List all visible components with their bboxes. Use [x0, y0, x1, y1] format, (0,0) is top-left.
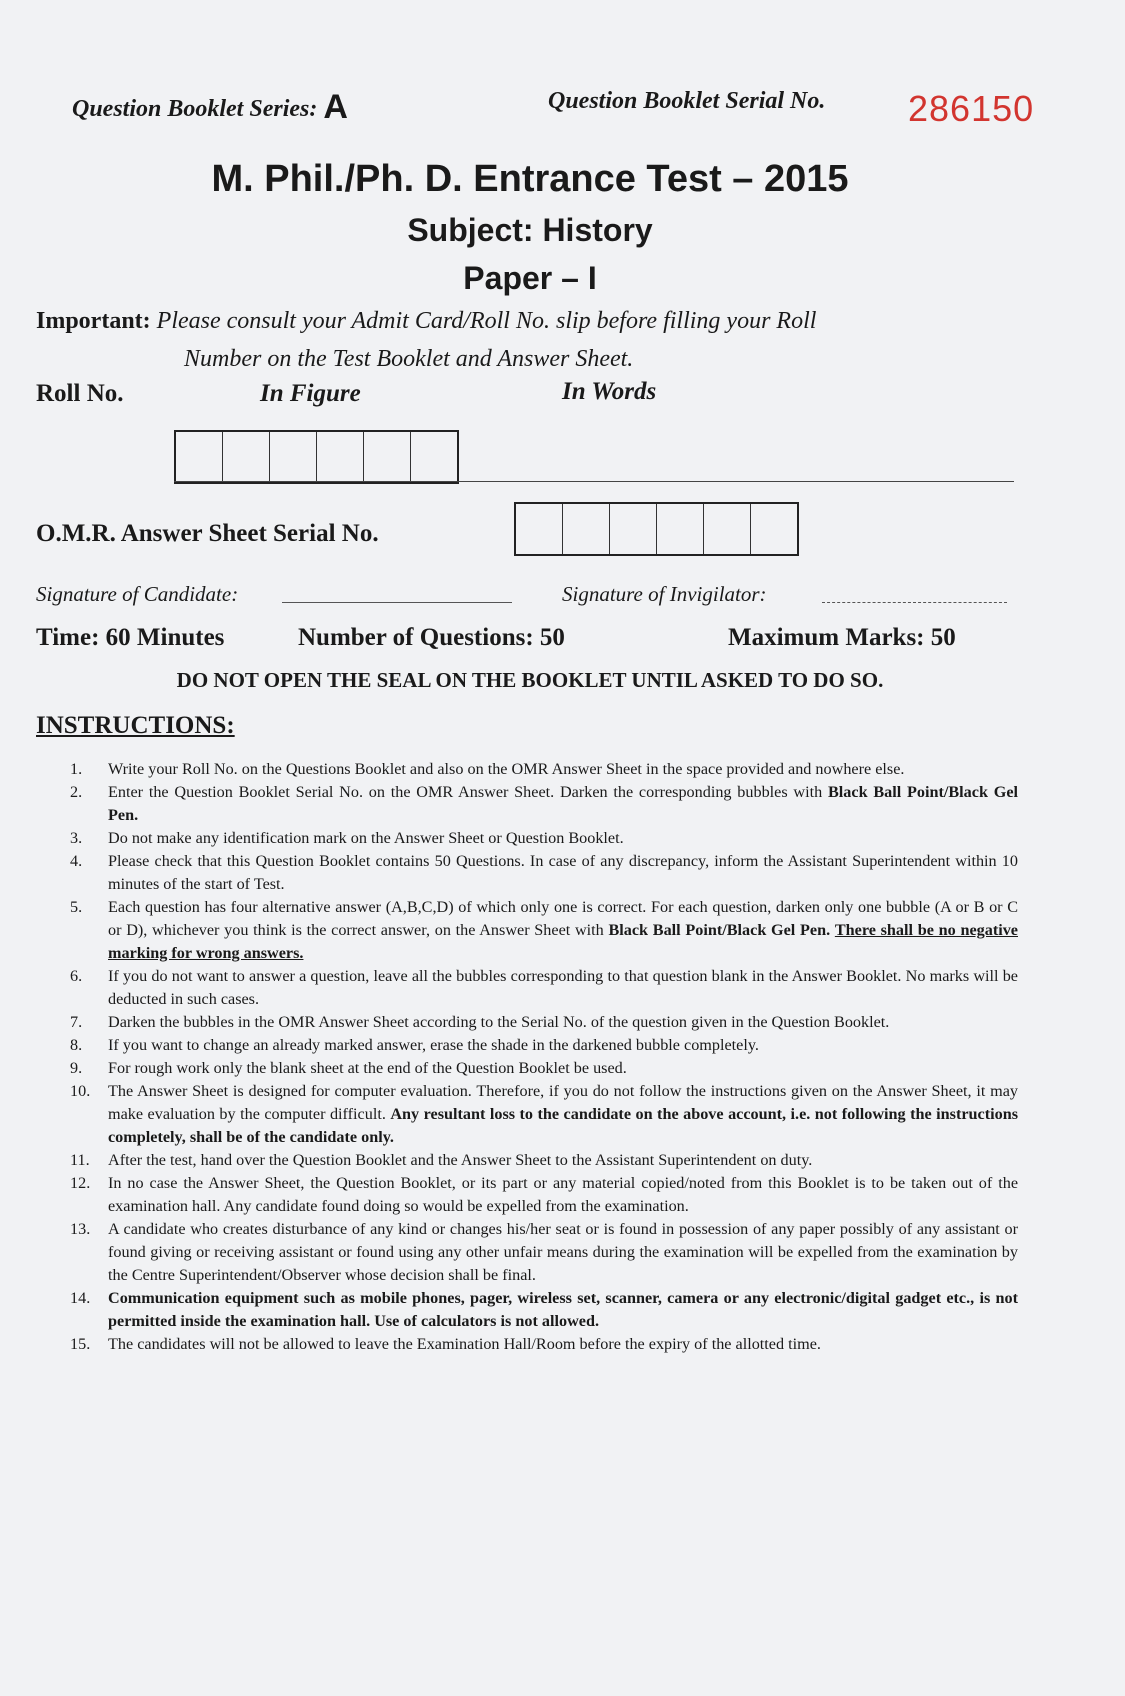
omr-digit-box[interactable]: [657, 504, 704, 554]
booklet-series: [72, 86, 348, 125]
instruction-item: 7. Darken the bubbles in the OMR Answer Sheet according to the Serial No. of the question given in the Question Booklet.: [70, 1013, 890, 1031]
important-label: Important:: [36, 308, 151, 334]
booklet-series-label: Question Booklet Series:: [72, 96, 318, 122]
instruction-item: 4. Please check that this Question Booklet contains 50 Questions. In case of any discrepancy, inform the Assistant Superintendent within 10 minutes of the start of Test.: [70, 852, 1018, 893]
instruction-item: 5. Each question has four alternative answer (A,B,C,D) of which only one is correct. For each question, darken only one bubble (A or B or C or D), whichever you think is the correct answer, on the Answer Sheet with Black Ball Point/Black Gel Pen. There shall be no negative marking for wrong answers.: [70, 898, 1018, 962]
omr-serial-label: O.M.R. Answer Sheet Serial No.: [36, 520, 379, 547]
instructions-heading: INSTRUCTIONS:: [36, 712, 235, 739]
instruction-item: 9. For rough work only the blank sheet at the end of the Question Booklet be used.: [70, 1059, 627, 1077]
instruction-item: 13. A candidate who creates disturbance of any kind or changes his/her seat or is found in possession of any paper possibly of any assistant or found giving or receiving assistant or found using any other unfair means during the examination will be expelled from the examination by the Centre Superintendent/Observer whose decision shall be final.: [70, 1220, 1018, 1284]
subject-title: Subject: History: [407, 212, 653, 248]
seal-warning: DO NOT OPEN THE SEAL ON THE BOOKLET UNTIL ASKED TO DO SO.: [176, 668, 884, 692]
roll-digit-box[interactable]: [364, 432, 411, 482]
instruction-item: 1. Write your Roll No. on the Questions Booklet and also on the OMR Answer Sheet in the space provided and nowhere else.: [70, 760, 905, 778]
omr-serial-boxes[interactable]: [514, 502, 799, 556]
instruction-item: 14. Communication equipment such as mobile phones, pager, wireless set, scanner, camera or any electronic/digital gadget etc., is not permitted inside the examination hall. Use of calculators is not allowed.: [70, 1289, 1018, 1330]
instruction-item: 3. Do not make any identification mark on the Answer Sheet or Question Booklet.: [70, 829, 624, 847]
omr-digit-box[interactable]: [704, 504, 751, 554]
omr-digit-box[interactable]: [516, 504, 563, 554]
maximum-marks: Maximum Marks: 50: [728, 624, 956, 651]
instruction-item: 8. If you want to change an already marked answer, erase the shade in the darkened bubble completely.: [70, 1036, 759, 1054]
roll-in-words-label: In Words: [562, 378, 657, 405]
important-note: [36, 302, 1026, 378]
booklet-serial-label: Question Booklet Serial No.: [548, 88, 826, 114]
omr-digit-box[interactable]: [751, 504, 797, 554]
paper-title: Paper – I: [463, 260, 597, 296]
candidate-signature-line[interactable]: [282, 602, 512, 603]
instruction-item: 2. Enter the Question Booklet Serial No. on the OMR Answer Sheet. Darken the corresponding bubbles with Black Ball Point/Black Gel Pen.: [70, 783, 1019, 824]
roll-in-figure-label: In Figure: [260, 380, 361, 407]
invigilator-signature-label: Signature of Invigilator:: [562, 582, 767, 606]
question-count: Number of Questions: 50: [298, 624, 565, 651]
omr-digit-box[interactable]: [610, 504, 657, 554]
time-limit: Time: 60 Minutes: [36, 624, 225, 651]
roll-digit-box[interactable]: [270, 432, 317, 482]
omr-digit-box[interactable]: [563, 504, 610, 554]
instruction-item: 15. The candidates will not be allowed to leave the Examination Hall/Room before the expiry of the allotted time.: [70, 1335, 821, 1353]
roll-digit-box[interactable]: [176, 432, 223, 482]
roll-digit-box[interactable]: [411, 432, 457, 482]
roll-in-words-line[interactable]: [174, 481, 1014, 482]
booklet-serial-number: 286150: [908, 88, 1035, 129]
booklet-series-value: A: [323, 88, 348, 126]
candidate-signature-label: Signature of Candidate:: [36, 582, 239, 606]
roll-number-boxes[interactable]: [174, 430, 459, 484]
roll-digit-box[interactable]: [223, 432, 270, 482]
roll-digit-box[interactable]: [317, 432, 364, 482]
roll-no-label: Roll No.: [36, 380, 124, 407]
important-text-line1: Please consult your Admit Card/Roll No. slip before filling your Roll: [156, 308, 817, 334]
instruction-item: 6. If you do not want to answer a question, leave all the bubbles corresponding to that question blank in the Answer Booklet. No marks will be deducted in such cases.: [70, 967, 1018, 1008]
invigilator-signature-line[interactable]: [822, 602, 1007, 603]
instruction-item: 11. After the test, hand over the Question Booklet and the Answer Sheet to the Assistant Superintendent on duty.: [70, 1151, 813, 1169]
exam-title: M. Phil./Ph. D. Entrance Test – 2015: [211, 158, 849, 200]
instruction-item: 12. In no case the Answer Sheet, the Question Booklet, or its part or any material copied/noted from this Booklet is to be taken out of the examination hall. Any candidate found doing so would be expelled from the examination.: [70, 1174, 1018, 1215]
important-text-line2: Number on the Test Booklet and Answer Sheet.: [184, 346, 634, 372]
instruction-item: 10. The Answer Sheet is designed for computer evaluation. Therefore, if you do not follow the instructions given on the Answer Sheet, it may make evaluation by the computer difficult. Any resultant loss to the candidate on the above account, i.e. not following the instructions completely, shall be of the candidate only.: [70, 1082, 1019, 1146]
instructions-list: [70, 758, 1018, 1356]
